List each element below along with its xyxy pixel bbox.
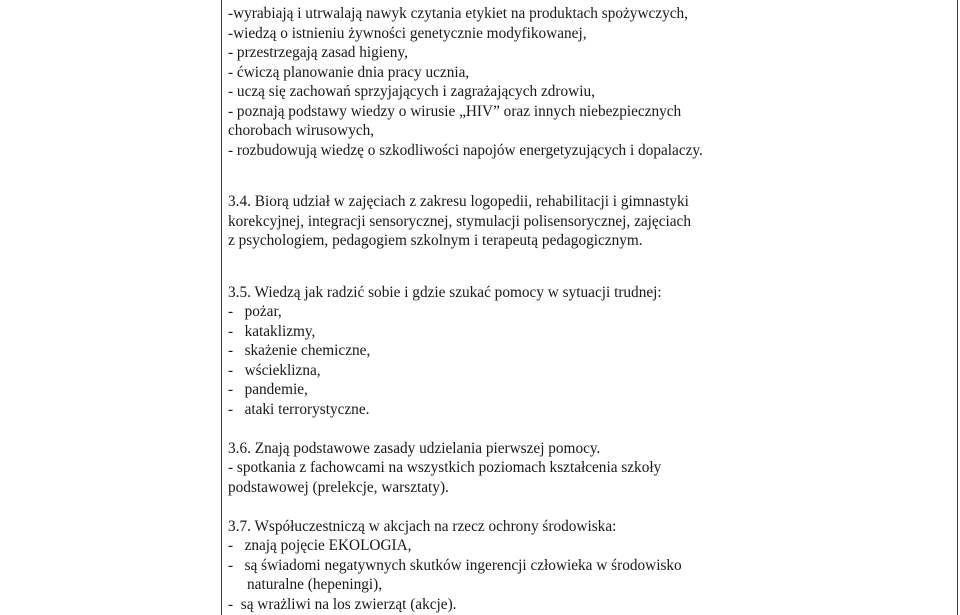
paragraph-line: z psychologiem, pedagogiem szkolnym i terapeutą pedagogicznym. [228, 232, 643, 249]
list-item-continuation: podstawowej (prelekcje, warsztaty). [228, 478, 449, 496]
section-heading: 3.7. Współuczestniczą w akcjach na rzecz ochrony środowiska: [228, 517, 617, 535]
table-cell-content [228, 4, 948, 614]
list-item: - spotkania z fachowcami na wszystkich poziomach kształcenia szkoły [228, 459, 662, 476]
table-left-border [221, 0, 222, 615]
list-item: - uczą się zachowań sprzyjających i zagrażających zdrowiu, [228, 83, 595, 100]
list-item: -wiedzą o istnieniu żywności genetycznie modyfikowanej, [228, 24, 587, 42]
list-item: - poznają podstawy wiedzy o wirusie „HIV” oraz innych niebezpiecznych [228, 102, 682, 120]
section-heading: 3.6. Znają podstawowe zasady udzielania pierwszej pomocy. [228, 439, 601, 457]
section-3-5 [228, 283, 948, 420]
list-item: - pożar, [228, 303, 282, 320]
list-item: - rozbudowują wiedzę o szkodliwości napojów energetyzujących i dopalaczy. [228, 141, 703, 159]
section-3-6 [228, 439, 948, 498]
list-item-continuation: naturalne (hepeningi), [247, 576, 383, 593]
paragraph-line: korekcyjnej, integracji sensorycznej, stymulacji polisensorycznej, zajęciach [228, 212, 691, 230]
section-heading: 3.5. Wiedzą jak radzić sobie i gdzie szukać pomocy w sytuacji trudnej: [228, 283, 662, 301]
table-right-border [957, 0, 958, 615]
section-heading: 3.4. Biorą udział w zajęciach z zakresu logopedii, rehabilitacji i gimnastyki [228, 193, 689, 210]
list-item: - są świadomi negatywnych skutków ingerencji człowieka w środowisko [228, 556, 682, 574]
list-item: - znają pojęcie EKOLOGIA, [228, 537, 412, 554]
health-education-list [228, 4, 948, 160]
section-3-7 [228, 517, 948, 615]
list-item: - przestrzegają zasad higieny, [228, 44, 408, 61]
list-item: - są wrażliwi na los zwierząt (akcje). [228, 595, 457, 613]
list-item: - kataklizmy, [228, 322, 316, 340]
list-item-continuation: chorobach wirusowych, [228, 122, 375, 139]
list-item: - wścieklizna, [228, 361, 321, 379]
list-item: - ataki terrorystyczne. [228, 400, 370, 418]
list-item: - ćwiczą planowanie dnia pracy ucznia, [228, 63, 470, 81]
list-item: -wyrabiają i utrwalają nawyk czytania etykiet na produktach spożywczych, [228, 5, 688, 22]
section-3-4 [228, 192, 948, 251]
list-item: - pandemie, [228, 381, 308, 398]
list-item: - skażenie chemiczne, [228, 342, 371, 359]
